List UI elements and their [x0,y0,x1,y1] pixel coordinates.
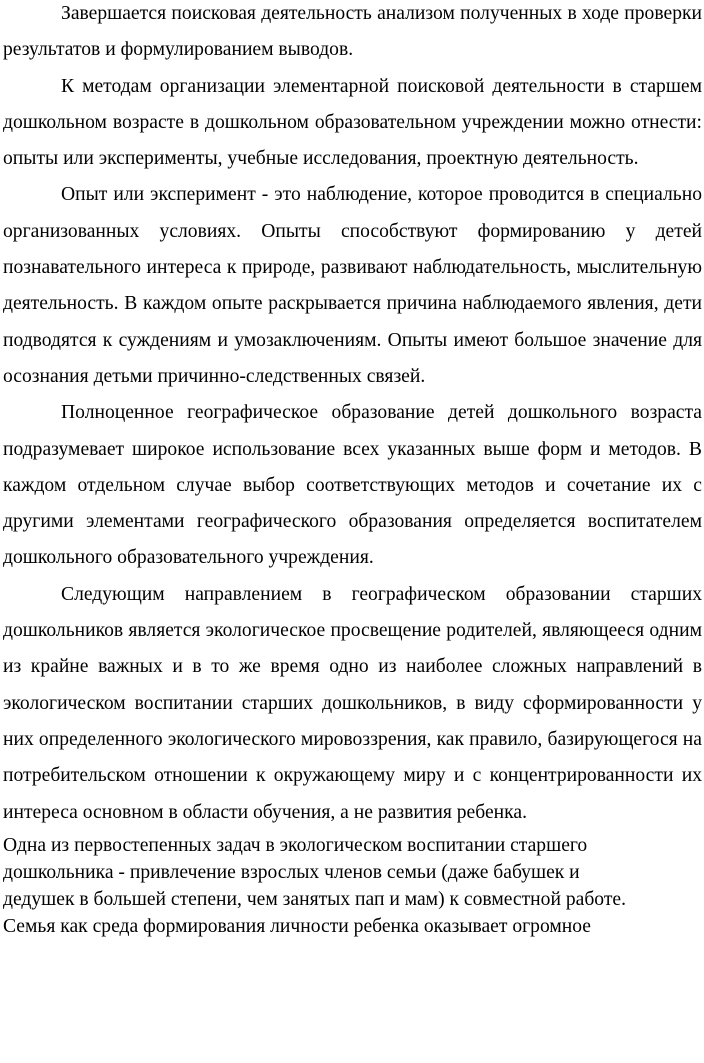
paragraph-parent-education: Следующим направлением в географическом образовании старших дошкольников является экологическое просвещение родителей, являющееся одним из крайне важных и в то же время одно из наиболее сложных направлений в экологическом воспитании старших дошкольников, в виду сформированности у них определенного экологического мировоззрения, как правило, базирующегося на потребительском отношении к окружающему миру и с концентрированности их интереса основном в области обучения, а не развития ребенка. [3,583,702,823]
paragraph-experiment: Опыт или эксперимент - это наблюдение, которое проводится в специально организованных условиях. Опыты способствуют формированию у детей познавательного интереса к природе, развивают наблюдательность, мыслительную деятельность. В каждом опыте раскрывается причина наблюдаемого явления, дети подводятся к суждениям и умозаключениям. Опыты имеют большое значение для осознания детьми причинно-следственных связей. [3,184,702,387]
paragraph-geographic-education: Полноценное географическое образование детей дошкольного возраста подразумевает широкое использование всех указанных выше форм и методов. В каждом отдельном случае выбор соответствующих методов и сочетание их с другими элементами географического образования определяется воспитателем дошкольного образовательного учреждения. [3,402,702,569]
paragraph-search-conclusion: Завершается поисковая деятельность анализом полученных в ходе проверки результатов и формулированием выводов. [3,3,702,61]
paragraph-family-involvement: Одна из первостепенных задач в экологическом воспитании старшего дошкольника - привлечение взрослых членов семьи (даже бабушек и дедушек в большей степени, чем занятых пап и мам) к совместной работе. Семья как среда формирования личности ребенка оказывает огромное [3,834,627,937]
paragraph-methods: К методам организации элементарной поисковой деятельности в старшем дошкольном возрасте в дошкольном образовательном учреждении можно отнести: опыты или эксперименты, учебные исследования, проектную деятельность. [3,75,702,170]
